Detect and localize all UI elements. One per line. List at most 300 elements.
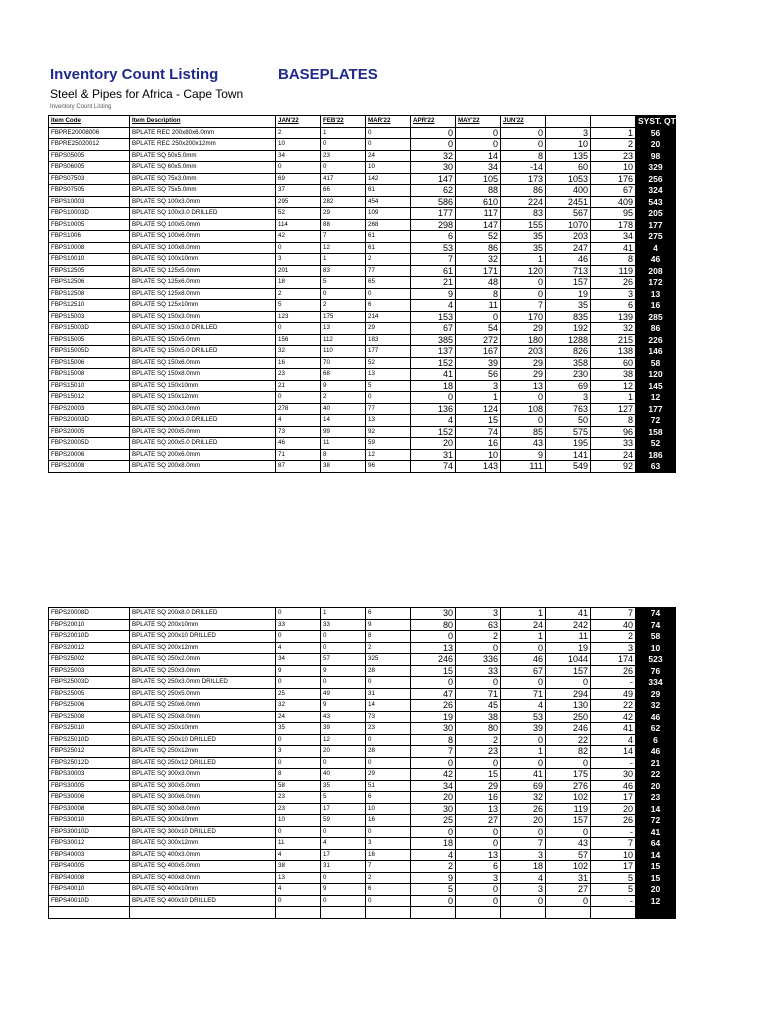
syst-qty-cell: 74 — [636, 619, 676, 631]
table-row — [49, 334, 676, 346]
value-cell: 34 — [456, 162, 501, 174]
table-row — [49, 173, 676, 185]
syst-qty-cell: 10 — [636, 642, 676, 654]
value-cell: 46 — [591, 780, 636, 792]
item-description-cell: BPLATE SQ 250x10mm — [130, 723, 276, 735]
value-cell: 25 — [411, 815, 456, 827]
value-cell: 138 — [591, 346, 636, 358]
month-cell: 42 — [276, 231, 321, 243]
month-cell: 87 — [276, 461, 321, 473]
table-row — [49, 872, 676, 884]
syst-qty-cell: 62 — [636, 723, 676, 735]
table-header-row — [49, 116, 676, 128]
value-cell: 141 — [546, 449, 591, 461]
value-cell: 124 — [456, 403, 501, 415]
value-cell: 12 — [591, 380, 636, 392]
month-cell: 0 — [366, 392, 411, 404]
value-cell: 43 — [501, 438, 546, 450]
syst-qty-cell: 158 — [636, 426, 676, 438]
item-description-cell: BPLATE SQ 125x5.0mm — [130, 265, 276, 277]
month-cell: 88 — [321, 219, 366, 231]
value-cell: 32 — [591, 323, 636, 335]
syst-qty-cell: 58 — [636, 631, 676, 643]
month-cell: 29 — [321, 208, 366, 220]
month-cell: 59 — [321, 815, 366, 827]
table-row — [49, 654, 676, 666]
month-cell: 32 — [276, 700, 321, 712]
month-cell: 10 — [276, 815, 321, 827]
syst-qty-cell: 86 — [636, 323, 676, 335]
syst-qty-cell: 15 — [636, 861, 676, 873]
value-cell: 1 — [501, 631, 546, 643]
month-cell: 0 — [321, 677, 366, 689]
item-description-cell — [130, 907, 276, 919]
syst-qty-cell: 14 — [636, 803, 676, 815]
item-description-cell: BPLATE SQ 250x2.0mm — [130, 654, 276, 666]
value-cell: 0 — [546, 895, 591, 907]
month-cell: 5 — [321, 792, 366, 804]
value-cell: 3 — [546, 392, 591, 404]
value-cell: 9 — [501, 449, 546, 461]
table-row — [49, 196, 676, 208]
table-row — [49, 208, 676, 220]
value-cell: 6 — [456, 861, 501, 873]
item-code-cell: FBPS40010D — [49, 895, 130, 907]
table-row — [49, 608, 676, 620]
month-cell: 52 — [366, 357, 411, 369]
item-description-cell: BPLATE SQ 250x3.0mm DRILLED — [130, 677, 276, 689]
category-title: BASEPLATES — [278, 66, 378, 83]
month-cell: 112 — [321, 334, 366, 346]
month-cell: 295 — [276, 196, 321, 208]
syst-qty-cell: 172 — [636, 277, 676, 289]
item-description-cell: BPLATE SQ 300x12mm — [130, 838, 276, 850]
item-description-cell: BPLATE SQ 300x10 DRILLED — [130, 826, 276, 838]
value-cell: 0 — [546, 677, 591, 689]
month-cell: 58 — [276, 780, 321, 792]
value-cell: 3 — [546, 127, 591, 139]
month-cell: 0 — [321, 288, 366, 300]
month-cell: 417 — [321, 173, 366, 185]
table-row — [49, 723, 676, 735]
syst-qty-cell: 29 — [636, 688, 676, 700]
month-cell: 2 — [366, 642, 411, 654]
table-row — [49, 426, 676, 438]
value-cell: 4 — [501, 700, 546, 712]
value-cell: 0 — [501, 642, 546, 654]
value-cell: 95 — [591, 208, 636, 220]
value-cell: 24 — [501, 619, 546, 631]
table-row — [49, 700, 676, 712]
value-cell: 86 — [501, 185, 546, 197]
value-cell: 0 — [456, 642, 501, 654]
item-code-cell: FBPS15005D — [49, 346, 130, 358]
item-description-cell: BPLATE SQ 250x5.0mm — [130, 688, 276, 700]
month-cell: 6 — [366, 792, 411, 804]
syst-qty-cell: 46 — [636, 711, 676, 723]
value-cell: 2 — [456, 631, 501, 643]
item-description-cell: BPLATE SQ 50x5.0mm — [130, 150, 276, 162]
item-code-cell: FBPS20006 — [49, 449, 130, 461]
syst-qty-cell: 76 — [636, 665, 676, 677]
month-cell: 32 — [276, 346, 321, 358]
item-code-cell: FBPS12505 — [49, 265, 130, 277]
value-cell: 20 — [501, 815, 546, 827]
item-code-cell: FBPS10008 — [49, 242, 130, 254]
value-cell: 4 — [591, 734, 636, 746]
month-cell: 0 — [321, 872, 366, 884]
month-cell: 2 — [321, 300, 366, 312]
month-cell: 2 — [276, 288, 321, 300]
table-row — [49, 734, 676, 746]
month-cell: 8 — [276, 769, 321, 781]
value-cell: 71 — [501, 688, 546, 700]
month-cell: 70 — [321, 357, 366, 369]
month-cell: 0 — [276, 631, 321, 643]
table-row — [49, 780, 676, 792]
value-cell: 247 — [546, 242, 591, 254]
item-code-cell: FBPS40008 — [49, 872, 130, 884]
value-cell: 60 — [591, 357, 636, 369]
value-cell: 3 — [591, 288, 636, 300]
syst-qty-cell: 256 — [636, 173, 676, 185]
value-cell: 15 — [456, 415, 501, 427]
item-code-cell: FBPS10010 — [49, 254, 130, 266]
value-cell: 835 — [546, 311, 591, 323]
value-cell: - — [591, 826, 636, 838]
table-row — [49, 438, 676, 450]
item-code-cell: FBPS12510 — [49, 300, 130, 312]
item-code-cell: FBPS10003D — [49, 208, 130, 220]
value-cell: 152 — [411, 357, 456, 369]
value-cell: 8 — [591, 415, 636, 427]
col-header: JAN'22 — [276, 116, 321, 128]
value-cell: 0 — [411, 757, 456, 769]
month-cell: 43 — [321, 711, 366, 723]
syst-qty-cell: 52 — [636, 438, 676, 450]
month-cell: 0 — [276, 677, 321, 689]
value-cell: 41 — [411, 369, 456, 381]
value-cell: 224 — [501, 196, 546, 208]
value-cell: 0 — [501, 415, 546, 427]
value-cell: 3 — [501, 884, 546, 896]
value-cell: 102 — [546, 861, 591, 873]
value-cell: 0 — [546, 826, 591, 838]
month-cell: 65 — [366, 277, 411, 289]
item-description-cell: BPLATE SQ 100x6.0mm — [130, 231, 276, 243]
value-cell: 135 — [546, 150, 591, 162]
item-description-cell: BPLATE SQ 200x8.0 DRILLED — [130, 608, 276, 620]
value-cell: 13 — [456, 849, 501, 861]
value-cell: 7 — [411, 746, 456, 758]
value-cell: 11 — [546, 631, 591, 643]
value-cell: 0 — [501, 826, 546, 838]
table-row — [49, 838, 676, 850]
value-cell: 3 — [456, 872, 501, 884]
value-cell: 0 — [501, 277, 546, 289]
value-cell: 26 — [591, 277, 636, 289]
month-cell: 33 — [321, 619, 366, 631]
value-cell: 92 — [591, 461, 636, 473]
month-cell: 31 — [366, 688, 411, 700]
value-cell: 137 — [411, 346, 456, 358]
value-cell: 49 — [591, 688, 636, 700]
value-cell: -14 — [501, 162, 546, 174]
table-row — [49, 288, 676, 300]
month-cell: 2 — [321, 392, 366, 404]
value-cell: 0 — [501, 392, 546, 404]
value-cell: 26 — [501, 803, 546, 815]
value-cell: 6 — [411, 231, 456, 243]
month-cell: 268 — [366, 219, 411, 231]
value-cell: 24 — [591, 449, 636, 461]
month-cell: 28 — [366, 665, 411, 677]
value-cell: 0 — [411, 826, 456, 838]
value-cell: 42 — [591, 711, 636, 723]
month-cell: 29 — [366, 769, 411, 781]
month-cell: 35 — [276, 723, 321, 735]
col-header: Item Description — [130, 116, 276, 128]
table-row — [49, 254, 676, 266]
item-code-cell: FBPS25006 — [49, 700, 130, 712]
value-cell: 74 — [411, 461, 456, 473]
col-header: JUN'22 — [501, 116, 546, 128]
value-cell — [591, 907, 636, 919]
value-cell: 16 — [456, 438, 501, 450]
table-row — [49, 677, 676, 689]
value-cell: 272 — [456, 334, 501, 346]
item-description-cell: BPLATE SQ 100x8.0mm — [130, 242, 276, 254]
item-description-cell: BPLATE SQ 250x12mm — [130, 746, 276, 758]
item-code-cell: FBPS25003D — [49, 677, 130, 689]
item-code-cell: FBPS25002 — [49, 654, 130, 666]
month-cell: 0 — [276, 608, 321, 620]
month-cell: 1 — [321, 127, 366, 139]
syst-qty-cell: 14 — [636, 849, 676, 861]
value-cell: 567 — [546, 208, 591, 220]
value-cell: 29 — [501, 323, 546, 335]
item-description-cell: BPLATE SQ 150x10mm — [130, 380, 276, 392]
value-cell: 30 — [411, 162, 456, 174]
table-row — [49, 311, 676, 323]
item-description-cell: BPLATE SQ 300x5.0mm — [130, 780, 276, 792]
month-cell: 17 — [321, 849, 366, 861]
month-cell: 33 — [276, 619, 321, 631]
value-cell: - — [591, 677, 636, 689]
month-cell: 69 — [276, 173, 321, 185]
month-cell: 24 — [366, 150, 411, 162]
value-cell: 108 — [501, 403, 546, 415]
table-row — [49, 242, 676, 254]
syst-qty-cell — [636, 907, 676, 919]
value-cell: 27 — [546, 884, 591, 896]
month-cell: 0 — [276, 323, 321, 335]
item-code-cell: FBPS20010 — [49, 619, 130, 631]
value-cell: 33 — [456, 665, 501, 677]
month-cell: 9 — [321, 380, 366, 392]
item-description-cell: BPLATE SQ 400x5.0mm — [130, 861, 276, 873]
value-cell: 85 — [501, 426, 546, 438]
month-cell: 0 — [366, 757, 411, 769]
value-cell: 69 — [501, 780, 546, 792]
value-cell: 32 — [501, 792, 546, 804]
month-cell: 0 — [366, 677, 411, 689]
value-cell: 14 — [456, 150, 501, 162]
month-cell: 9 — [276, 665, 321, 677]
value-cell: 119 — [591, 265, 636, 277]
month-cell: 8 — [321, 449, 366, 461]
value-cell: 1 — [456, 392, 501, 404]
value-cell: 13 — [411, 642, 456, 654]
item-description-cell: BPLATE SQ 400x10 DRILLED — [130, 895, 276, 907]
value-cell: 11 — [456, 300, 501, 312]
value-cell: 610 — [456, 196, 501, 208]
month-cell: 23 — [366, 723, 411, 735]
table-row — [49, 665, 676, 677]
item-code-cell: FBPS15003D — [49, 323, 130, 335]
value-cell: 0 — [501, 139, 546, 151]
table-row — [49, 380, 676, 392]
value-cell: 105 — [456, 173, 501, 185]
value-cell: 13 — [456, 803, 501, 815]
month-cell: 10 — [366, 162, 411, 174]
table-row — [49, 895, 676, 907]
item-code-cell: FBPS30010D — [49, 826, 130, 838]
table-row — [49, 231, 676, 243]
month-cell: 0 — [366, 895, 411, 907]
value-cell: 180 — [501, 334, 546, 346]
value-cell: 15 — [456, 769, 501, 781]
value-cell: 5 — [591, 872, 636, 884]
month-cell: 0 — [366, 826, 411, 838]
month-cell: 0 — [276, 895, 321, 907]
value-cell: 0 — [411, 677, 456, 689]
month-cell: 123 — [276, 311, 321, 323]
col-header: Item Code — [49, 116, 130, 128]
item-code-cell: FBPRE20008006 — [49, 127, 130, 139]
value-cell: 16 — [456, 792, 501, 804]
value-cell: 5 — [411, 884, 456, 896]
value-cell: 4 — [501, 872, 546, 884]
value-cell: 35 — [501, 231, 546, 243]
value-cell: 39 — [456, 357, 501, 369]
syst-qty-cell: 22 — [636, 769, 676, 781]
item-code-cell: FBPS30008 — [49, 803, 130, 815]
syst-qty-cell: 72 — [636, 815, 676, 827]
value-cell: 0 — [501, 895, 546, 907]
item-code-cell: FBPS15006 — [49, 357, 130, 369]
month-cell: 11 — [276, 838, 321, 850]
value-cell: 215 — [591, 334, 636, 346]
value-cell: 20 — [411, 438, 456, 450]
value-cell: 117 — [456, 208, 501, 220]
value-cell: 170 — [501, 311, 546, 323]
month-cell: 59 — [366, 438, 411, 450]
item-code-cell: FBPS25008 — [49, 711, 130, 723]
value-cell: 203 — [546, 231, 591, 243]
value-cell — [411, 907, 456, 919]
value-cell: 20 — [411, 792, 456, 804]
item-code-cell: FBPS20010D — [49, 631, 130, 643]
month-cell: 454 — [366, 196, 411, 208]
value-cell: 0 — [501, 127, 546, 139]
value-cell: 35 — [546, 300, 591, 312]
value-cell: 29 — [456, 780, 501, 792]
value-cell: 30 — [411, 803, 456, 815]
value-cell: 0 — [456, 838, 501, 850]
month-cell: 0 — [366, 734, 411, 746]
value-cell: 32 — [456, 254, 501, 266]
month-cell: 61 — [366, 242, 411, 254]
value-cell: 713 — [546, 265, 591, 277]
value-cell — [456, 907, 501, 919]
item-description-cell: BPLATE SQ 75x3.0mm — [130, 173, 276, 185]
value-cell: 400 — [546, 185, 591, 197]
value-cell: 1 — [591, 392, 636, 404]
month-cell: 0 — [366, 139, 411, 151]
month-cell: 16 — [366, 815, 411, 827]
item-code-cell: FBPS40010 — [49, 884, 130, 896]
item-code-cell: FBPS25012 — [49, 746, 130, 758]
value-cell: 34 — [411, 780, 456, 792]
value-cell: 111 — [501, 461, 546, 473]
value-cell: 586 — [411, 196, 456, 208]
value-cell: 175 — [546, 769, 591, 781]
value-cell: 0 — [456, 139, 501, 151]
item-code-cell: FBPS30012 — [49, 838, 130, 850]
month-cell: 5 — [321, 277, 366, 289]
table-row — [49, 757, 676, 769]
value-cell: 71 — [456, 688, 501, 700]
table-row — [49, 185, 676, 197]
value-cell: 242 — [546, 619, 591, 631]
month-cell: 51 — [366, 780, 411, 792]
item-code-cell: FBPS15012 — [49, 392, 130, 404]
value-cell: 549 — [546, 461, 591, 473]
value-cell: 7 — [501, 838, 546, 850]
table-row — [49, 346, 676, 358]
value-cell: 0 — [501, 288, 546, 300]
value-cell: 27 — [456, 815, 501, 827]
month-cell: 0 — [321, 139, 366, 151]
value-cell: 30 — [411, 608, 456, 620]
syst-qty-cell: 46 — [636, 746, 676, 758]
value-cell: 1044 — [546, 654, 591, 666]
value-cell: 22 — [546, 734, 591, 746]
value-cell: 178 — [591, 219, 636, 231]
item-code-cell: FBPS20003 — [49, 403, 130, 415]
value-cell: 1 — [501, 254, 546, 266]
value-cell: 2 — [591, 139, 636, 151]
item-description-cell: BPLATE SQ 150x8.0mm — [130, 369, 276, 381]
item-description-cell: BPLATE SQ 250x8.0mm — [130, 711, 276, 723]
month-cell: 0 — [321, 162, 366, 174]
table-row — [49, 792, 676, 804]
item-code-cell — [49, 907, 130, 919]
syst-qty-cell: 285 — [636, 311, 676, 323]
table-row — [49, 162, 676, 174]
item-code-cell: FBPS25010 — [49, 723, 130, 735]
month-cell — [366, 907, 411, 919]
value-cell: 0 — [456, 677, 501, 689]
table-row — [49, 688, 676, 700]
value-cell: 17 — [591, 861, 636, 873]
value-cell: 80 — [456, 723, 501, 735]
item-code-cell: FBPS40003 — [49, 849, 130, 861]
month-cell: 38 — [321, 461, 366, 473]
syst-qty-cell: 64 — [636, 838, 676, 850]
month-cell: 4 — [276, 884, 321, 896]
